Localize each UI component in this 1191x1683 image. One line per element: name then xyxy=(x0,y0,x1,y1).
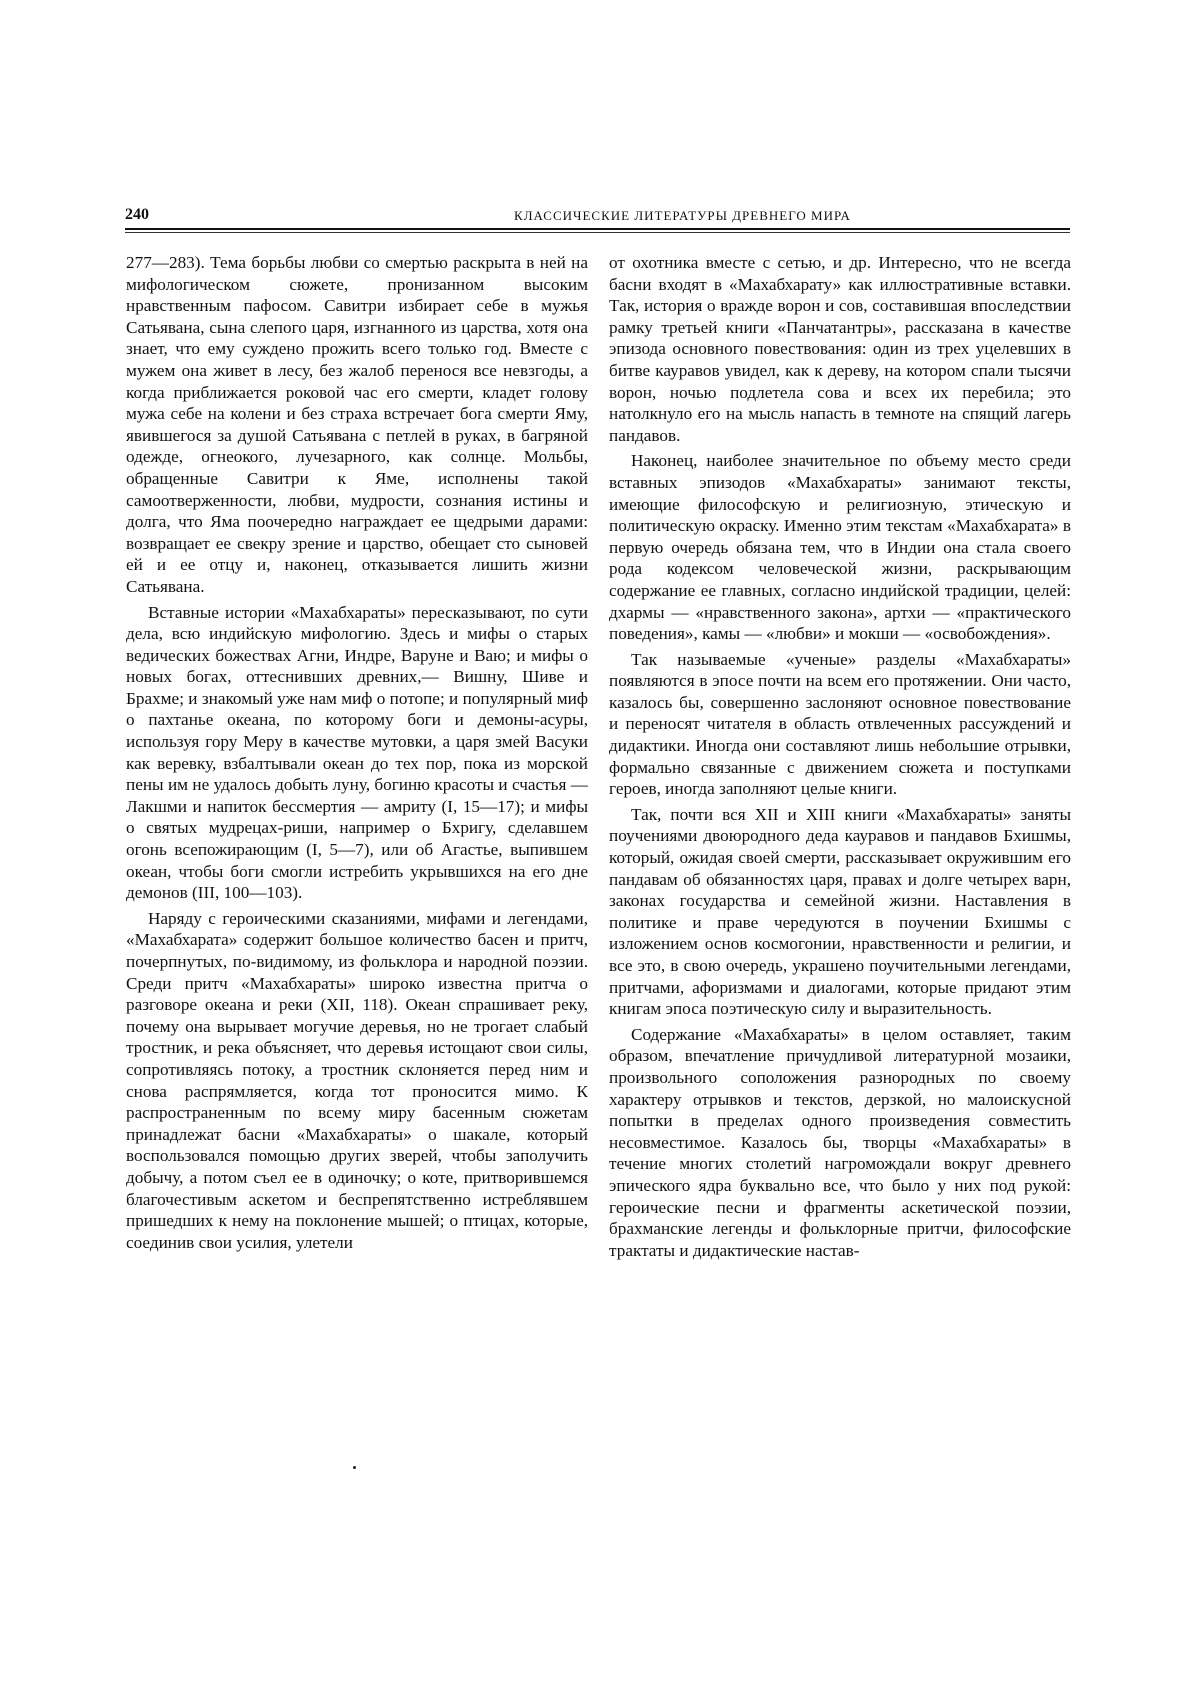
header-rule-thin xyxy=(125,232,1070,233)
page-number: 240 xyxy=(125,206,149,223)
paragraph: Вставные истории «Махабхараты» пересказывают, по сути дела, всю индийскую мифологию. Здесь и мифы о старых ведических божествах Агни, Индре, Варуне и Ваю; и мифы о новых богах, оттеснивших древних,— Вишну, Шиве и Брахме; и знакомый уже нам миф о потопе; и популярный миф о пахтанье океана, по которому боги и демоны-асуры, используя гору Меру в качестве мутовки, а царя змей Васуки как веревку, взбалтывали океан до тех пор, пока из морской пены им не удалось добыть луну, богиню красоты и счастья — Лакшми и напиток бессмертия — амриту (I, 15—17); и мифы о святых мудрецах-риши, например о Бхригу, сделавшем огонь всепожирающим (I, 5—7), или об Агастье, выпившем океан, чтобы боги смогли истребить укрывшихся на его дне демонов (III, 100—103). xyxy=(126,602,588,903)
paragraph: Наконец, наиболее значительное по объему место среди вставных эпизодов «Махабхараты» занимают тексты, имеющие философскую и религиозную, этическую и политическую окраску. Именно этим текстам «Махабхарата» в первую очередь обязана тем, что в Индии она стала своего рода кодексом человеческой жизни, раскрывающим содержание ее главных, согласно индийской традиции, целей: дхармы — «нравственного закона», артхи — «практического поведения», камы — «любви» и мокши — «освобождения». xyxy=(609,451,1071,644)
print-dot xyxy=(353,1466,356,1469)
paragraph: Содержание «Махабхараты» в целом оставляет, таким образом, впечатление причудливой литературной мозаики, произвольного соположения разнородных по своему характеру отрывков и текстов, дерзкой, но малоискусной попытки в пределах одного произведения совместить несовместимое. Казалось бы, творцы «Махабхараты» в течение многих столетий нагромождали вокруг древнего эпического ядра буквально все, что было у них под рукой: героические песни и фрагменты аскетической поэзии, брахманские легенды и фольклорные притчи, философские трактаты и дидактические настав- xyxy=(609,1024,1071,1260)
paragraph: Так называемые «ученые» разделы «Махабхараты» появляются в эпосе почти на всем его протяжении. Они часто, казалось бы, совершенно заслоняют основное повествование и переносят читателя в область отвлеченных рассуждений и дидактики. Иногда они составляют лишь небольшие отрывки, формально связанные с движением сюжета и поступками героев, иногда заполняют целые книги. xyxy=(609,649,1071,799)
right-column xyxy=(609,252,1071,1261)
paragraph: Наряду с героическими сказаниями, мифами и легендами, «Махабхарата» содержит большое количество басен и притч, почерпнутых, по-видимому, из фольклора и народной поэзии. Среди притч «Махабхараты» широко известна притча о разговоре океана и реки (XII, 118). Океан спрашивает реку, почему она вырывает могучие деревья, но не трогает слабый тростник, и река объясняет, что деревья истощают свои силы, сопротивляясь потоку, а тростник склоняется перед ним и снова распрямляется, когда тот проносится мимо. К распространенным по всему миру басенным сюжетам принадлежат басни «Махабхараты» о шакале, который воспользовался помощью других зверей, чтобы заполучить добычу, а потом съел ее в одиночку; о коте, притворившемся благочестивым аскетом и беспрепятственно истреблявшем пришедших к нему на поклонение мышей; о птицах, которые, соединив свои усилия, улетели xyxy=(126,908,588,1252)
paragraph: от охотника вместе с сетью, и др. Интересно, что не всегда басни входят в «Махабхарату» как иллюстративные вставки. Так, история о вражде ворон и сов, составившая впоследствии рамку третьей книги «Панчатантры», рассказана в качестве эпизода основного повествования: один из трех уцелевших в битве кауравов увидел, как к дереву, на котором спали тысячи ворон, ночью подлетела сова и всех их перебила; это натолкнуло его на мысль напасть в темноте на спящий лагерь пандавов. xyxy=(609,253,1071,445)
header-rule xyxy=(125,228,1070,230)
paragraph: 277—283). Тема борьбы любви со смертью раскрыта в ней на мифологическом сюжете, пронизанном высоким нравственным пафосом. Савитри избирает себе в мужья Сатьявана, сына слепого царя, изгнанного из царства, хотя она знает, что ему суждено прожить всего только год. Вместе с мужем она живет в лесу, без жалоб перенося все невзгоды, а когда приближается роковой час его смерти, кладет голову мужа себе на колени и без страха встречает бога смерти Яму, явившегося за душой Сатьявана с петлей в руках, в багряной одежде, огнеокого, лучезарного, как солнце. Мольбы, обращенные Савитри к Яме, исполнены такой самоотверженности, любви, мудрости, сознания истины и долга, что Яма поочередно награждает ее щедрыми дарами: возвращает ее свекру зрение и царство, обещает сто сыновей ей и ее отцу и, наконец, отказывается лишить жизни Сатьявана. xyxy=(126,253,588,596)
running-title: КЛАССИЧЕСКИЕ ЛИТЕРАТУРЫ ДРЕВНЕГО МИРА xyxy=(514,208,851,223)
left-column xyxy=(126,252,588,1253)
paragraph: Так, почти вся XII и XIII книги «Махабхараты» заняты поучениями двоюродного деда кауравов и пандавов Бхишмы, который, ожидая своей смерти, рассказывает окружившим его пандавам об обязанностях царя, правах и долге четырех варн, законах государства и семейной жизни. Наставления в политике и праве чередуются в поучении Бхишмы с изложением основ космогонии, нравственности и религии, и все это, в свою очередь, украшено поучительными легендами, притчами, афоризмами и диалогами, которые придают этим книгам эпоса поэтическую силу и выразительность. xyxy=(609,804,1071,1019)
